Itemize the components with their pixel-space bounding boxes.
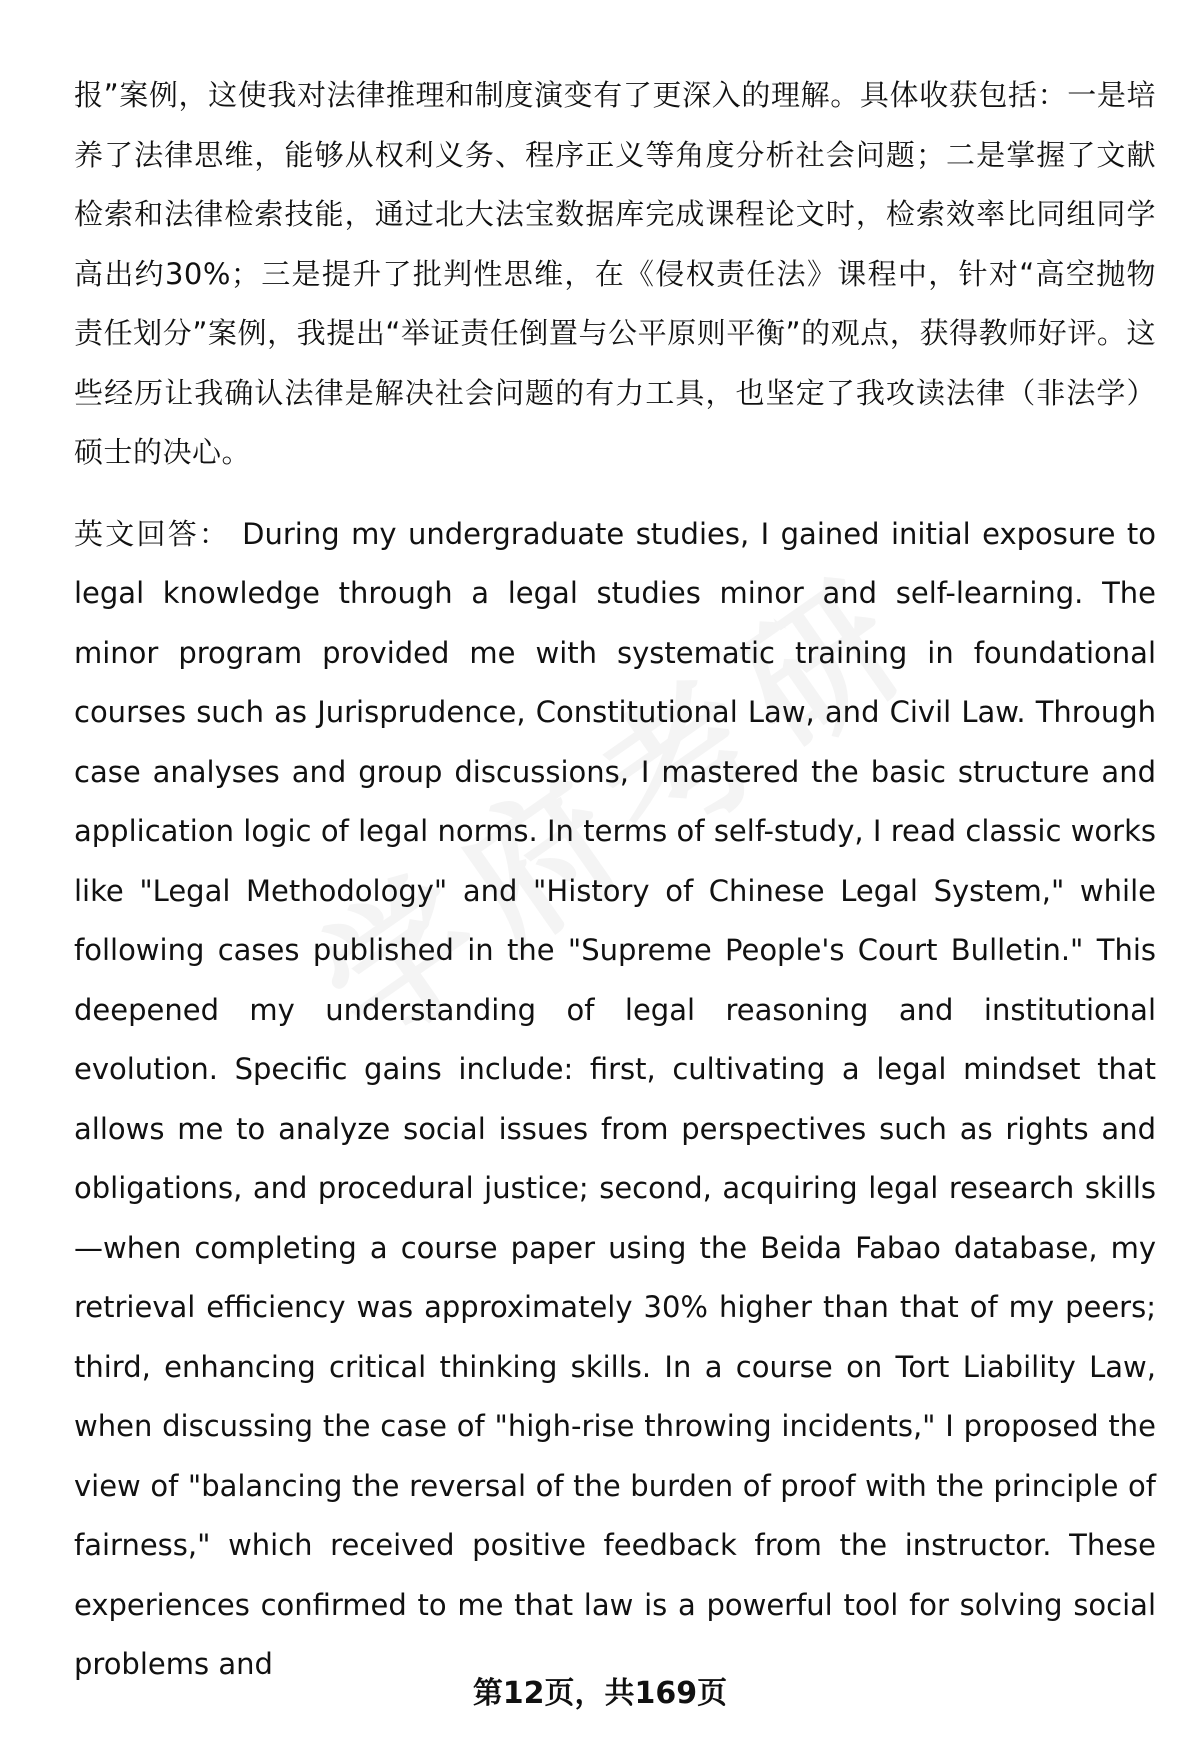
- document-body: [74, 66, 1156, 1695]
- english-answer-label: 英文回答：: [74, 516, 231, 551]
- chinese-paragraph: 报”案例，这使我对法律推理和制度演变有了更深入的理解。具体收获包括：一是培养了法律思维，能够从权利义务、程序正义等角度分析社会问题；二是掌握了文献检索和法律检索技能，通过北大法宝数据库完成课程论文时，检索效率比同组同学高出约30%；三是提升了批判性思维，在《侵权责任法》课程中，针对“高空抛物责任划分”案例，我提出“举证责任倒置与公平原则平衡”的观点，获得教师好评。这些经历让我确认法律是解决社会问题的有力工具，也坚定了我攻读法律（非法学）硕士的决心。: [74, 78, 1156, 469]
- page-number: 第12页，共169页: [472, 1676, 728, 1711]
- english-answer-text: During my undergraduate studies, I gained initial exposure to legal knowledge through a legal studies minor and self-learning. The minor program provided me with systematic training in foundational courses such as Jurisprudence, Constitutional Law, and Civil Law. Through case analyses and group discussions, I mastered the basic structure and application logic of legal norms. In terms of self-study, I read classic works like "Legal Methodology" and "History of Chinese Legal System," while following cases published in the "Supreme People's Court Bulletin." This deepened my understanding of legal reasoning and institutional evolution. Specific gains include: first, cultivating a legal mindset that allows me to analyze social issues from perspectives such as rights and obligations, and procedural justice; second, acquiring legal research skills—when completing a course paper using the Beida Fabao database, my retrieval efficiency was approximately 30% higher than that of my peers; third, enhancing critical thinking skills. In a course on Tort Liability Law, when discussing the case of "high-rise throwing incidents," I proposed the view of "balancing the reversal of the burden of proof with the principle of fairness," which received positive feedback from the instructor. These experiences confirmed to me that law is a powerful tool for solving social problems and: [74, 516, 1156, 1681]
- english-answer-paragraph: [74, 505, 1156, 1695]
